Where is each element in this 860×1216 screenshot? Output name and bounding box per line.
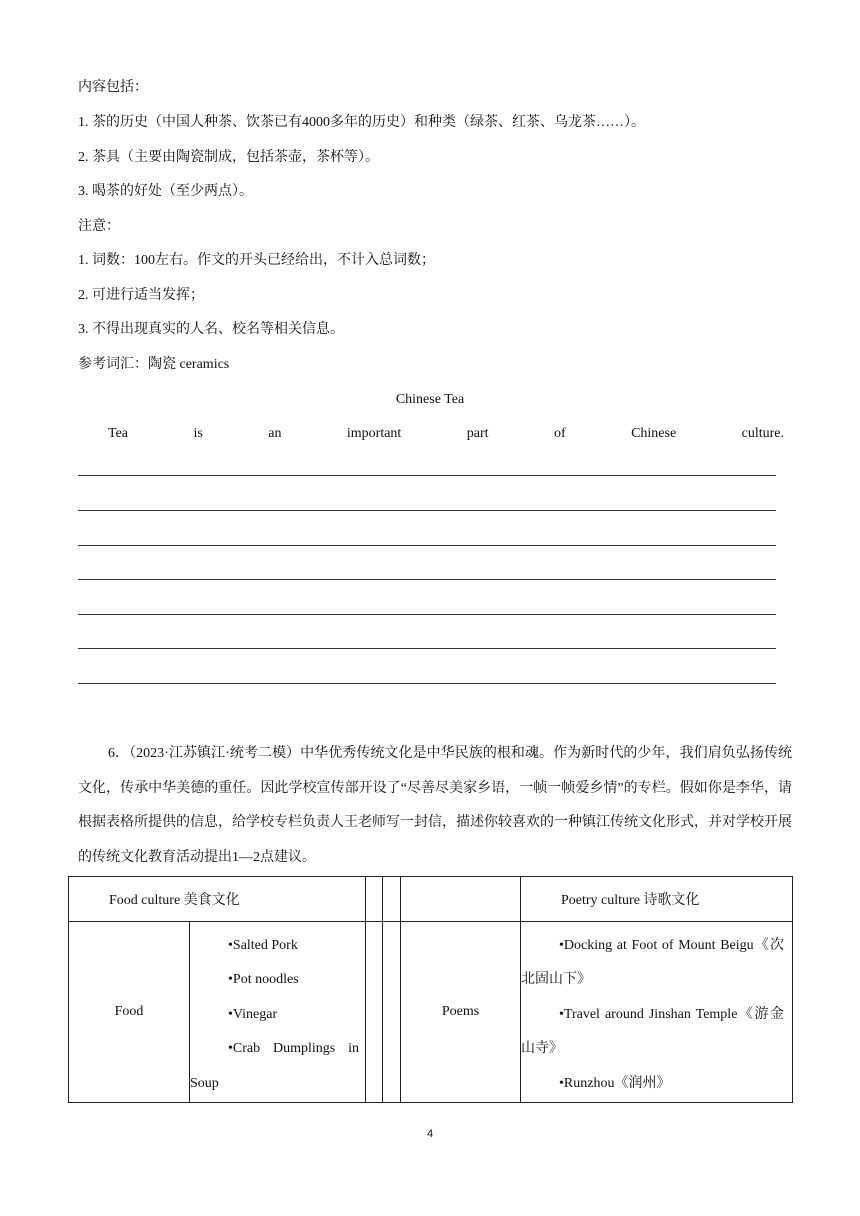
essay-word: culture. <box>741 426 784 441</box>
food-culture-header-label: Food culture 美食文化 <box>109 893 240 908</box>
answer-line <box>78 648 776 649</box>
culture-table <box>68 876 793 1103</box>
empty-cell <box>366 877 383 922</box>
poem-item: •Docking at Foot of Mount Beigu《次北固山下》 <box>521 937 784 988</box>
poems-label: Poems <box>401 922 521 1103</box>
vocab-hint: 参考词汇：陶瓷 ceramics <box>78 357 230 372</box>
essay-word: Chinese <box>631 426 677 441</box>
answer-line <box>78 475 776 476</box>
food-item: •Vinegar <box>228 1006 278 1022</box>
poem-item: •Runzhou《润州》 <box>559 1075 671 1091</box>
content-item-3: 3. 喝茶的好处（至少两点）。 <box>78 184 253 199</box>
essay-word: an <box>268 426 282 441</box>
essay-word: Tea <box>108 426 129 441</box>
food-label: Food <box>69 922 190 1103</box>
answer-line <box>78 683 776 684</box>
poetry-culture-header <box>521 877 793 922</box>
essay-word: part <box>466 426 489 441</box>
answer-line <box>78 510 776 511</box>
poem-item: •Travel around Jinshan Temple《游金山寺》 <box>521 1006 784 1057</box>
note-label: 注意： <box>78 219 120 234</box>
note-item-1: 1. 词数：100左右。作文的开头已经给出，不计入总词数； <box>78 253 435 268</box>
essay-word: is <box>193 426 203 441</box>
content-label: 内容包括： <box>78 80 148 95</box>
empty-cell <box>366 922 383 1103</box>
empty-cell <box>383 877 401 922</box>
page-number: 4 <box>426 1128 434 1140</box>
food-culture-header <box>69 877 366 922</box>
food-item: •Crab Dumplings in Soup <box>190 1041 359 1091</box>
note-item-2: 2. 可进行适当发挥； <box>78 288 204 303</box>
poem-list <box>521 922 793 1103</box>
food-item: •Pot noodles <box>228 972 299 988</box>
answer-line <box>78 579 776 580</box>
essay-word: important <box>346 426 402 441</box>
food-list <box>190 922 366 1103</box>
poetry-culture-header-label: Poetry culture 诗歌文化 <box>561 893 700 908</box>
content-item-2: 2. 茶具（主要由陶瓷制成，包括茶壶，茶杯等）。 <box>78 150 379 165</box>
essay-title: Chinese Tea <box>395 392 465 407</box>
essay-opening <box>108 424 784 444</box>
essay-word: of <box>553 426 566 441</box>
answer-line <box>78 614 776 615</box>
note-item-3: 3. 不得出现真实的人名、校名等相关信息。 <box>78 322 344 337</box>
empty-cell <box>383 922 401 1103</box>
food-item: •Salted Pork <box>228 937 298 953</box>
question-6-text: 6．（2023·江苏镇江·统考二模）中华优秀传统文化是中华民族的根和魂。作为新时代的少年，我们肩负弘扬传统文化，传承中华美德的重任。因此学校宣传部开设了“尽善尽美家乡语，一帧一帧爱乡情”的专栏。假如你是李华，请根据表格所提供的信息，给学校专栏负责人王老师写一封信，描述你较喜欢的一种镇江传统文化形式，并对学校开展的传统文化教育活动提出1—2点建议。 <box>78 746 792 865</box>
empty-cell <box>401 877 521 922</box>
answer-line <box>78 545 776 546</box>
content-item-1: 1. 茶的历史（中国人种茶、饮茶已有4000多年的历史）和种类（绿茶、红茶、乌龙茶……）。 <box>78 115 645 130</box>
